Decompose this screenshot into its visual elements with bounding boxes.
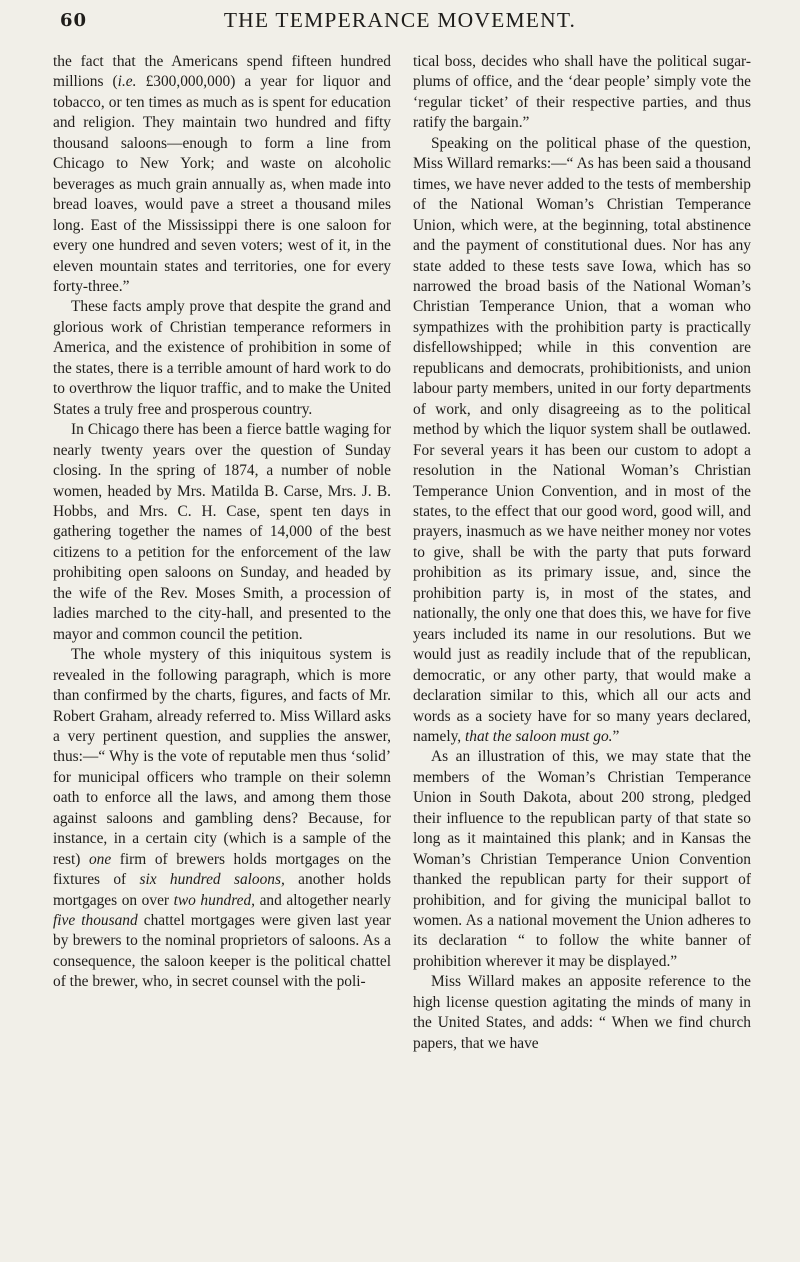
italic-text: five thousand [53,912,138,930]
italic-text: that the saloon must go. [465,727,613,745]
text-run: firm of brewers holds mortgages on the fixtures of [53,850,391,889]
text-run: £300,000,000) a year for liquor and tobacco, or ten times as much as is spent for education and religion. They maintain two hundred and fifty thousand saloons—enough to form a line from Chicago to New York; and waste on alcoholic beverages as much grain annually as, when made into bread loaves, would pave a street a thousand miles long. East of the Mississippi there is one saloon for every one hundred and seven voters; west of it, in the eleven mountain states and territories, one for every forty-three.” [53,73,391,295]
text-run: another holds mortgages on over [53,871,391,909]
text-run: These facts amply prove that despite the grand and glorious work of Christian temperance reformers in America, and the existence of prohibition in some of the states, there is a terrible amount of hard work to do to overthrow the liquor traffic, and to make the United States a truly free and prosperous country. [53,298,391,418]
italic-text: two hundred, [173,891,256,909]
text-run: Miss Willard makes an apposite reference to the high license question agitating the minds of many in the United States, and adds: “ When we find church papers, that we have [413,973,751,1052]
paragraph [413,972,751,1054]
right-column [413,52,751,1054]
text-run: the fact that the Americans spend fifteen hundred millions ( [53,53,391,91]
paragraph [413,747,751,972]
text-run: The whole mystery of this iniquitous system is revealed in the following paragraph, which is more than confirmed by the charts, figures, and facts of Mr. Robert Graham, already referred to. Miss Willard asks a very pertinent question, and supplies the answer, thus:—“ Why is the vote of reputable men thus ‘solid’ for municipal officers who trample on their solemn oath to enforce all the laws, and among them those against saloons and gambling dens? Because, for instance, in a certain city (which is a sample of the rest) [53,646,391,868]
text-run: Speaking on the political phase of the question, Miss Willard remarks:—“ As has been said a thousand times, we have never added to the tests of membership of the National Woman’s Christian Temperance Union, which were, at the beginning, total abstinence and the payment of constitutional dues. Nor has any state added to these tests save Iowa, which has so narrowed the broad basis of the National Woman’s Christian Temperance Union, that a woman who sympathizes with the prohibition party is practically disfellowshipped; while in this convention are republicans and democrats, prohibitionists, and union labour party members, united in our forty departments of work, and only disagreeing as to the political method by which the liquor system shall be outlawed. For several years it has been our custom to adopt a resolution in the National Woman’s Christian Temperance Union Convention, and in most of the states, to the effect that our good word, good will, and prayers, inasmuch as we have neither money nor votes to give, shall be with the party that puts forward prohibition as its primary issue, and, since the prohibition party is, in most of the states, and nationally, the only one that does this, we have for five years included its name in our resolutions. But we would just as readily include that of the republican, democratic, or any other party, that would make a declaration similar to this, which all our acts and words as a society have for so many years declared, namely, [413,134,751,745]
text-run: As an illustration of this, we may state that the members of the Woman’s Christian Temperance Union in South Dakota, about 200 strong, pledged their influence to the republican party of that state so long as it maintained this plank; and in Kansas the Woman’s Christian Temperance Union Convention thanked the republican party for their support of prohibition, and for giving the municipal ballot to women. As a national movement the Union adheres to its declaration “ to follow the white banner of prohibition wherever it may be displayed.” [413,748,751,970]
paragraph [53,52,391,297]
paragraph [53,645,391,993]
page-number: 60 [60,10,88,31]
paragraph [53,297,391,420]
paragraph [53,420,391,645]
paragraph [413,134,751,748]
running-head: THE TEMPERANCE MOVEMENT. [223,8,577,32]
italic-text: one [88,850,112,868]
left-column [53,52,391,993]
text-run: tical boss, decides who shall have the political sugar-plums of office, and the ‘dear people’ simply vote the ‘regular ticket’ of their respective parties, and thus ratify the bargain.” [413,53,751,132]
text-run: and altogether nearly [255,891,391,909]
text-run: chattel mortgages were given last year by brewers to the nominal proprietors of saloons. As a consequence, the saloon keeper is the political chattel of the brewer, who, in secret counsel with the poli- [53,912,392,991]
text-run: In Chicago there has been a fierce battle waging for nearly twenty years over the question of Sunday closing. In the spring of 1874, a number of noble women, headed by Mrs. Matilda B. Carse, Mrs. J. B. Hobbs, and Mrs. C. H. Case, spent ten days in gathering together the names of 14,000 of the best citizens to a petition for the enforcement of the law prohibiting open saloons on Sunday, and headed by the wife of the Rev. Moses Smith, a procession of ladies marched to the city-hall, and presented to the mayor and common council the petition. [53,421,391,643]
italic-text: i.e. [117,73,137,91]
italic-text: six hundred saloons, [139,871,285,889]
paragraph [413,52,751,134]
text-run: ” [612,727,620,745]
